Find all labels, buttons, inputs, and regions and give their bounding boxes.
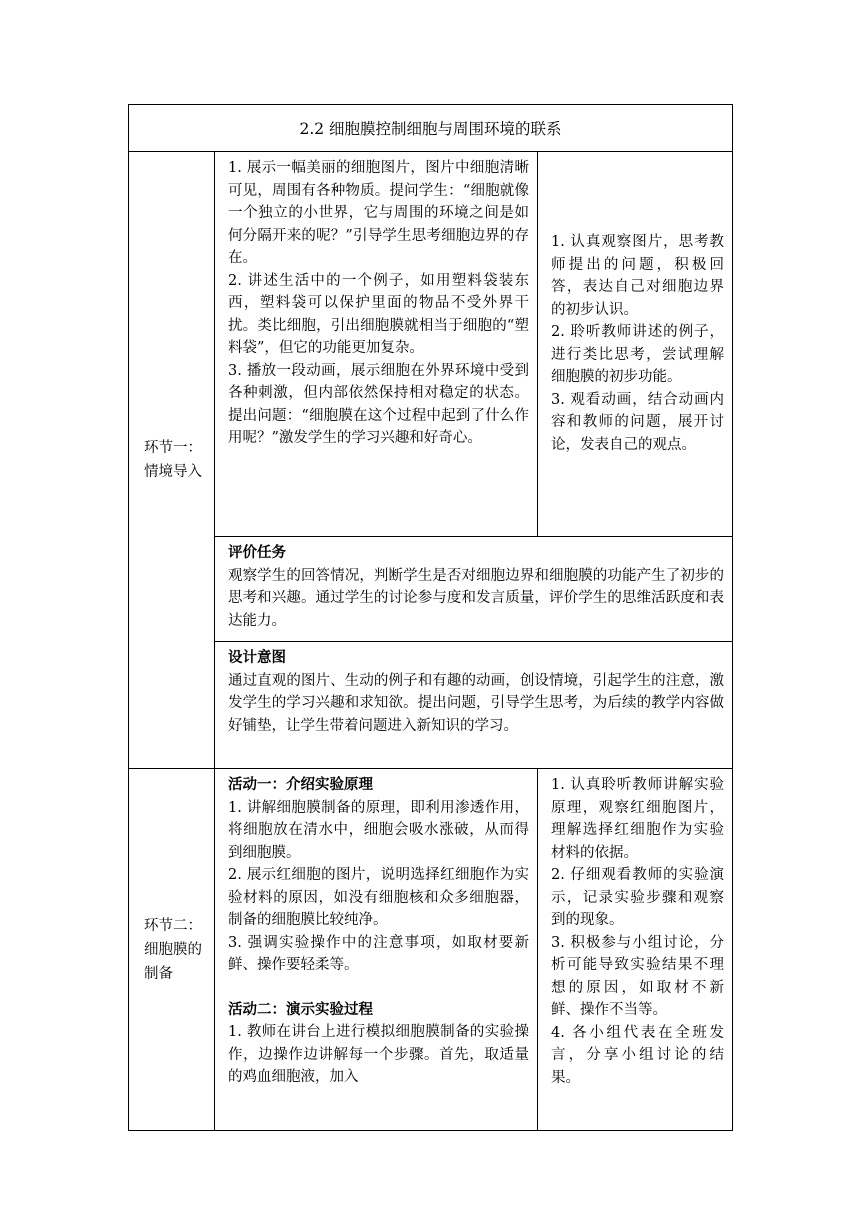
- section2-stage-cell: 环节二：细胞膜的制备: [129, 769, 215, 1131]
- section2-student-step-2: 2. 仔细观看教师的实验演示，记录实验步骤和观察到的现象。: [551, 867, 725, 928]
- lesson-plan-table: [128, 104, 733, 1131]
- activity1-step-1: 1. 讲解细胞膜制备的原理，即利用渗透作用，将细胞放在清水中，细胞会吸水涨破，从而得到细胞膜。: [228, 799, 529, 861]
- section1-teacher-step-1: 1. 展示一幅美丽的细胞图片，图片中细胞清晰可见，周围有各种物质。提问学生：“细胞就像一个独立的小世界，它与周围的环境之间是如何分隔开来的呢？”引导学生思考细胞边界的存在。: [228, 160, 529, 266]
- section1-teacher-step-2: 2. 讲述生活中的一个例子，如用塑料袋装东西，塑料袋可以保护里面的物品不受外界干扰。类比细胞，引出细胞膜就相当于细胞的“塑料袋”，但它的功能更加复杂。: [228, 272, 529, 356]
- lesson-title: 2.2 细胞膜控制细胞与周围环境的联系: [129, 105, 733, 152]
- section1-teacher-cell: [215, 152, 538, 537]
- section2-teacher-cell: [215, 769, 538, 1131]
- evaluation-heading: 评价任务: [228, 544, 286, 561]
- section1-student-step-3: 3. 观看动画，结合动画内容和教师的问题，展开讨论，发表自己的观点。: [551, 391, 725, 453]
- design-heading: 设计意图: [228, 649, 286, 666]
- section1-student-step-1: 1. 认真观察图片，思考教师提出的问题，积极回答，表达自己对细胞边界的初步认识。: [551, 234, 725, 318]
- activity-spacer: [228, 977, 529, 999]
- section2-student-cell: [538, 769, 733, 1131]
- evaluation-text: 观察学生的回答情况，判断学生是否对细胞边界和细胞膜的功能产生了初步的思考和兴趣。通过学生的讨论参与度和发言质量，评价学生的思维活跃度和表达能力。: [228, 567, 725, 629]
- activity1-step-2: 2. 展示红细胞的图片，说明选择红细胞作为实验材料的原因，如没有细胞核和众多细胞器，制备的细胞膜比较纯净。: [228, 867, 529, 928]
- section2-main-row: [129, 769, 733, 1131]
- design-text: 通过直观的图片、生动的例子和有趣的动画，创设情境，引起学生的注意，激发学生的学习兴趣和求知欲。提出问题，引导学生思考，为后续的教学内容做好铺垫，让学生带着问题进入新知识的学习。: [228, 672, 725, 734]
- section1-design-row: [129, 642, 733, 769]
- section1-student-step-2: 2. 聆听教师讲述的例子，进行类比思考，尝试理解细胞膜的初步功能。: [551, 324, 725, 385]
- section1-evaluation-cell: [215, 537, 733, 642]
- lesson-plan-page: [128, 104, 732, 1131]
- section2-student-step-1: 1. 认真聆听教师讲解实验原理，观察红细胞图片，理解选择红细胞作为实验材料的依据。: [551, 777, 725, 861]
- section1-stage-cell: 环节一：情境导入: [129, 152, 215, 769]
- activity1-heading: 活动一：介绍实验原理: [228, 776, 373, 793]
- title-row: [129, 105, 733, 152]
- section1-student-cell: [538, 152, 733, 537]
- section2-student-step-3: 3. 积极参与小组讨论，分析可能导致实验结果不理想的原因，如取材不新鲜、操作不当等。: [551, 934, 725, 1018]
- section1-evaluation-row: [129, 537, 733, 642]
- section1-teacher-step-3: 3. 播放一段动画，展示细胞在外界环境中受到各种刺激，但内部依然保持相对稳定的状态。提出问题：“细胞膜在这个过程中起到了什么作用呢？”激发学生的学习兴趣和好奇心。: [228, 362, 529, 446]
- activity1-step-3: 3. 强调实验操作中的注意事项，如取材要新鲜、操作要轻柔等。: [228, 934, 529, 973]
- section2-student-step-4: 4. 各小组代表在全班发言，分享小组讨论的结果。: [551, 1024, 725, 1086]
- activity2-step-1: 1. 教师在讲台上进行模拟细胞膜制备的实验操作，边操作边讲解每一个步骤。首先，取适量的鸡血细胞液，加入: [228, 1024, 529, 1085]
- activity2-heading: 活动二：演示实验过程: [228, 1000, 373, 1018]
- section1-main-row: [129, 152, 733, 537]
- section1-design-cell: [215, 642, 733, 769]
